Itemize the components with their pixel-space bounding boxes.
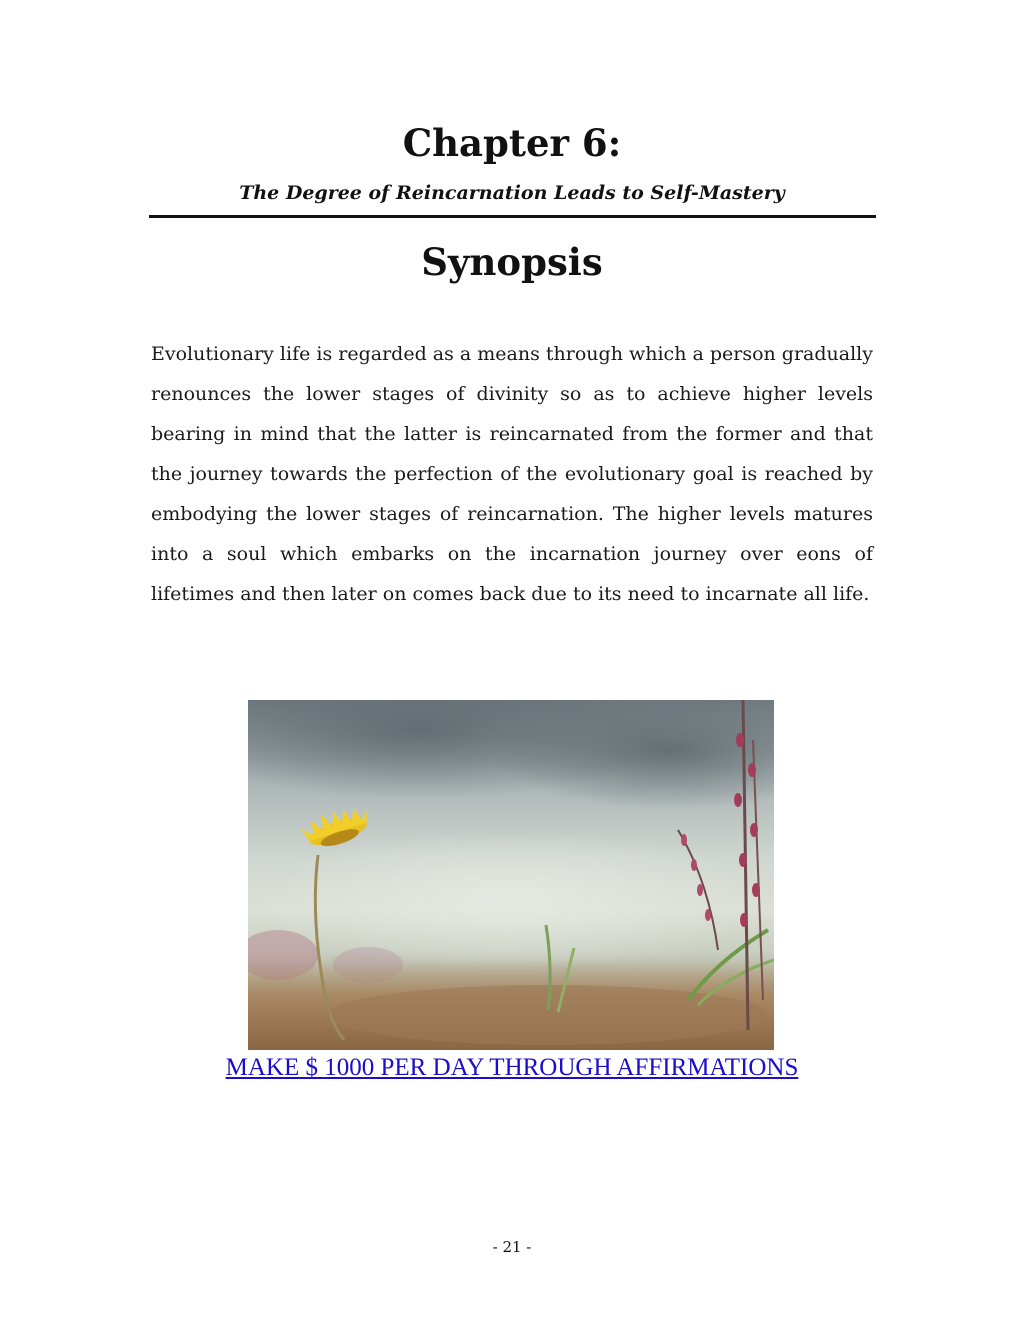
flower-illustration: [248, 700, 774, 1050]
chapter-title: Chapter 6:: [402, 121, 622, 165]
title-divider: [149, 215, 876, 218]
chapter-subtitle: The Degree of Reincarnation Leads to Self-Mastery: [239, 182, 785, 204]
synopsis-paragraph: Evolutionary life is regarded as a means through which a person gradually renounces the lower stages of divinity so as to achieve higher levels bearing in mind that the latter is reincarnated from the former and that the journey towards the perfection of the evolutionary goal is reached by embodying the lower stages of reincarnation. The higher levels matures into a soul which embarks on the incarnation journey over eons of lifetimes and then later on comes back due to its need to incarnate all life.: [151, 343, 873, 605]
affirmations-promo-link[interactable]: MAKE $ 1000 PER DAY THROUGH AFFIRMATIONS: [225, 1054, 799, 1081]
page-number: - 21 -: [492, 1238, 532, 1256]
section-title: Synopsis: [421, 240, 603, 284]
yellow-flower-photo: [248, 700, 774, 1050]
